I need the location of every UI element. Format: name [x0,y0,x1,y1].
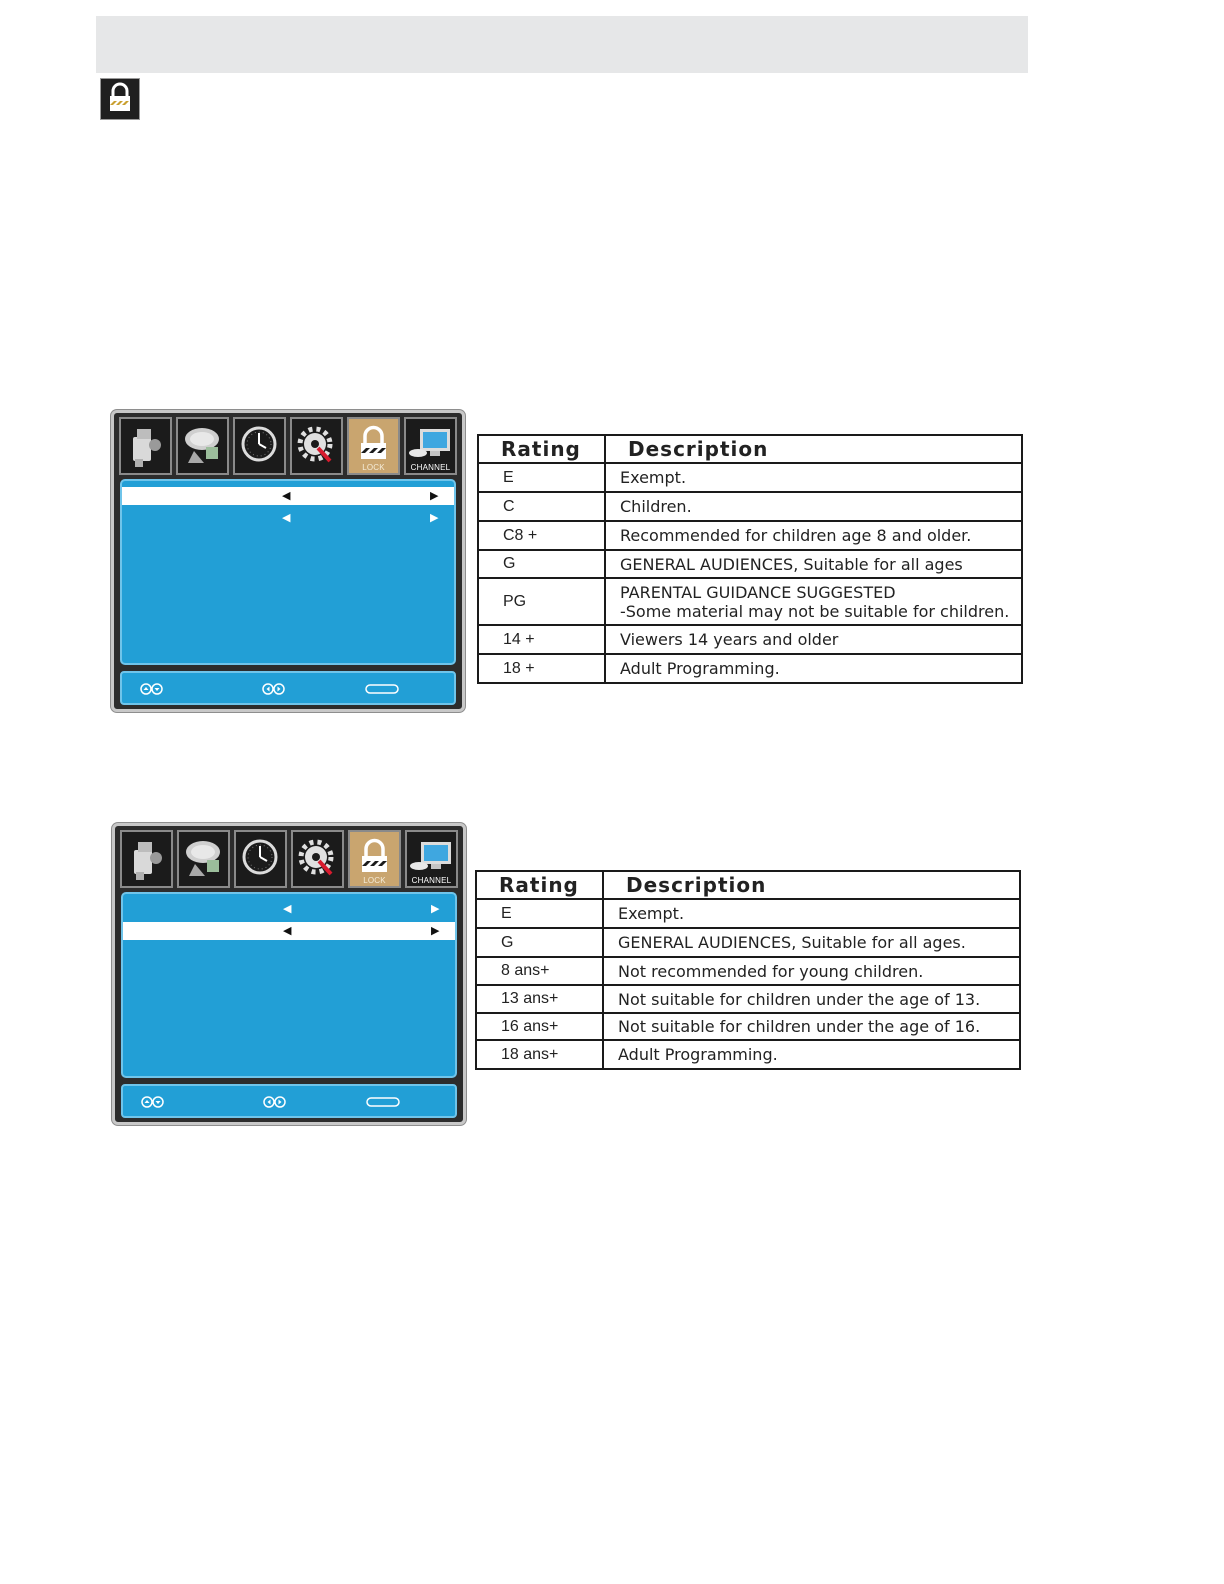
computer-icon[interactable] [405,830,458,888]
tv-lock-menu-2 [112,823,466,1125]
menu-panel [121,892,457,1078]
arrow-left-icon[interactable]: ◀ [283,903,292,915]
rating-table-2 [475,870,1021,1070]
up-down-nav-icon [140,683,164,695]
tab-label-channel: CHANNEL [410,463,451,472]
rating-cell: 18 ans+ [476,1040,603,1069]
table-row [478,463,1022,492]
rating-cell: 13 ans+ [476,985,603,1013]
description-cell: Not suitable for children under the age of 16. [603,1013,1020,1040]
tv-lock-menu-1 [111,410,465,712]
satellite-dish-icon[interactable] [176,417,229,475]
menu-footer-bar [121,1084,457,1118]
arrow-left-icon[interactable]: ◀ [283,925,292,937]
description-cell: Exempt. [603,899,1020,928]
table-row [476,985,1020,1013]
menu-row-selected[interactable] [122,487,454,505]
menu-button-icon [365,683,399,695]
menu-footer-bar [120,671,456,705]
clock-icon[interactable] [234,830,287,888]
menu-row[interactable] [123,900,455,918]
tab-label-channel: CHANNEL [411,876,452,885]
rating-cell: G [478,550,605,578]
description-cell: Recommended for children age 8 and older. [605,521,1022,550]
menu-row-selected[interactable] [123,922,455,940]
computer-icon[interactable] [404,417,457,475]
column-header-rating: Rating [476,871,603,899]
table-row [476,928,1020,957]
rating-cell: PG [478,578,605,625]
description-line-2: -Some material may not be suitable for children. [620,601,1010,621]
rating-cell: E [478,463,605,492]
rating-table-1 [477,434,1023,684]
table-row [478,654,1022,683]
left-right-nav-icon [263,1096,287,1108]
lock-icon[interactable] [347,417,400,475]
arrow-right-icon[interactable]: ▶ [430,490,439,502]
satellite-dish-icon[interactable] [177,830,230,888]
column-header-description: Description [605,435,1022,463]
table-row [478,492,1022,521]
table-row [476,957,1020,985]
arrow-right-icon[interactable]: ▶ [431,903,440,915]
rating-cell: 14 + [478,625,605,654]
rating-cell: 16 ans+ [476,1013,603,1040]
description-cell: GENERAL AUDIENCES, Suitable for all ages [605,550,1022,578]
menu-row[interactable] [122,509,454,527]
description-cell: Children. [605,492,1022,521]
description-cell: Adult Programming. [605,654,1022,683]
arrow-left-icon[interactable]: ◀ [282,490,291,502]
tab-label-lock: LOCK [362,463,385,472]
rating-cell: G [476,928,603,957]
rating-cell: E [476,899,603,928]
gear-icon[interactable] [291,830,344,888]
rating-cell: C8 + [478,521,605,550]
column-header-description: Description [603,871,1020,899]
camera-icon[interactable] [120,830,173,888]
description-cell: Adult Programming. [603,1040,1020,1069]
table-row [478,578,1022,625]
lock-icon[interactable] [348,830,401,888]
description-cell: GENERAL AUDIENCES, Suitable for all ages. [603,928,1020,957]
section-lock-icon [100,78,140,120]
arrow-left-icon[interactable]: ◀ [282,512,291,524]
camera-icon[interactable] [119,417,172,475]
description-cell: Not recommended for young children. [603,957,1020,985]
clock-icon[interactable] [233,417,286,475]
rating-cell: 18 + [478,654,605,683]
menu-panel [120,479,456,665]
page-header-bar [96,16,1028,73]
table-row [476,1040,1020,1069]
table-row [478,521,1022,550]
rating-cell: 8 ans+ [476,957,603,985]
description-cell [605,578,1022,625]
up-down-nav-icon [141,1096,165,1108]
description-cell: Not suitable for children under the age of 13. [603,985,1020,1013]
gear-icon[interactable] [290,417,343,475]
column-header-rating: Rating [478,435,605,463]
description-line-1: PARENTAL GUIDANCE SUGGESTED [620,582,896,602]
table-row [478,625,1022,654]
table-row [478,550,1022,578]
tab-label-lock: LOCK [363,876,386,885]
rating-cell: C [478,492,605,521]
table-row [476,899,1020,928]
arrow-right-icon[interactable]: ▶ [430,512,439,524]
description-cell: Viewers 14 years and older [605,625,1022,654]
description-cell: Exempt. [605,463,1022,492]
menu-button-icon [366,1096,400,1108]
table-row [476,1013,1020,1040]
left-right-nav-icon [262,683,286,695]
arrow-right-icon[interactable]: ▶ [431,925,440,937]
